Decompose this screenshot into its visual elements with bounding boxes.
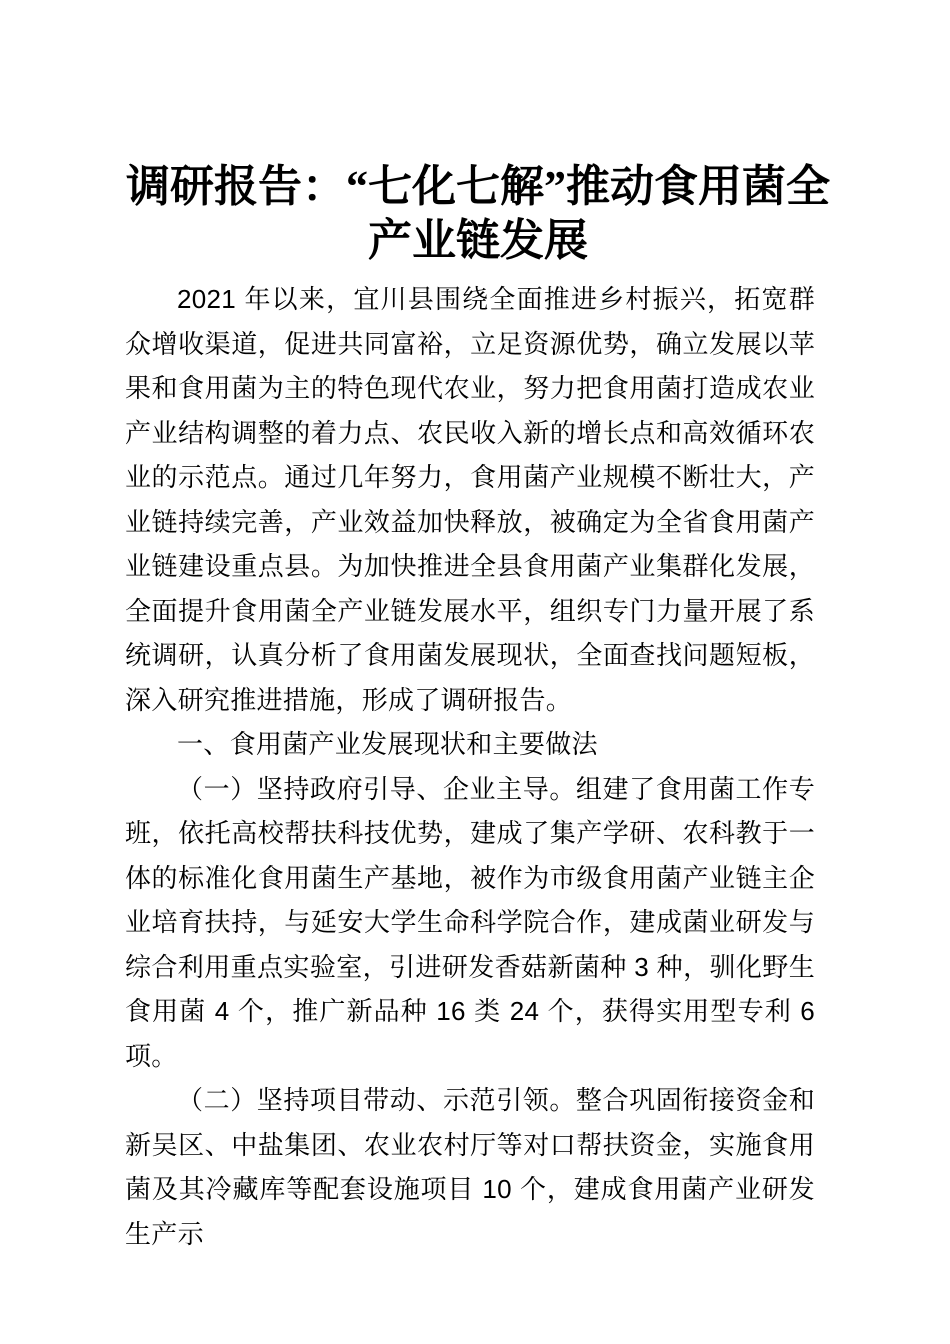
section-1-heading: 一、食用菌产业发展现状和主要做法 xyxy=(177,729,598,759)
point-2-paragraph: （二）坚持项目带动、示范引领。整合巩固衔接资金和新吴区、中盐集团、农业农村厅等对口帮扶资金，实施食用菌及其冷藏库等配套设施项目 10 个，建成食用菌产业研发生产示 xyxy=(125,1085,815,1249)
intro-paragraph: 2021 年以来，宜川县围绕全面推进乡村振兴，拓宽群众增收渠道，促进共同富裕，立足资源优势，确立发展以苹果和食用菌为主的特色现代农业，努力把食用菌打造成农业产业结构调整的着力点、农民收入新的增长点和高效循环农业的示范点。通过几年努力，食用菌产业规模不断壮大，产业链持续完善，产业效益加快释放，被确定为全省食用菌产业链建设重点县。为加快推进全县食用菌产业集群化发展，全面提升食用菌全产业链发展水平，组织专门力量开展了系统调研，认真分析了食用菌发展现状，全面查找问题短板，深入研究推进措施，形成了调研报告。 xyxy=(125,284,815,715)
document-title: 调研报告：“七化七解”推动食用菌全产业链发展 xyxy=(126,162,830,265)
document-body xyxy=(125,277,815,1256)
point-1-paragraph: （一）坚持政府引导、企业主导。组建了食用菌工作专班，依托高校帮扶科技优势，建成了集产学研、农科教于一体的标准化食用菌生产基地，被作为市级食用菌产业链主企业培育扶持，与延安大学生命科学院合作，建成菌业研发与综合利用重点实验室，引进研发香菇新菌种 3 种，驯化野生食用菌 4 个，推广新品种 16 类 24 个，获得实用型专利 6 项。 xyxy=(125,773,815,1071)
